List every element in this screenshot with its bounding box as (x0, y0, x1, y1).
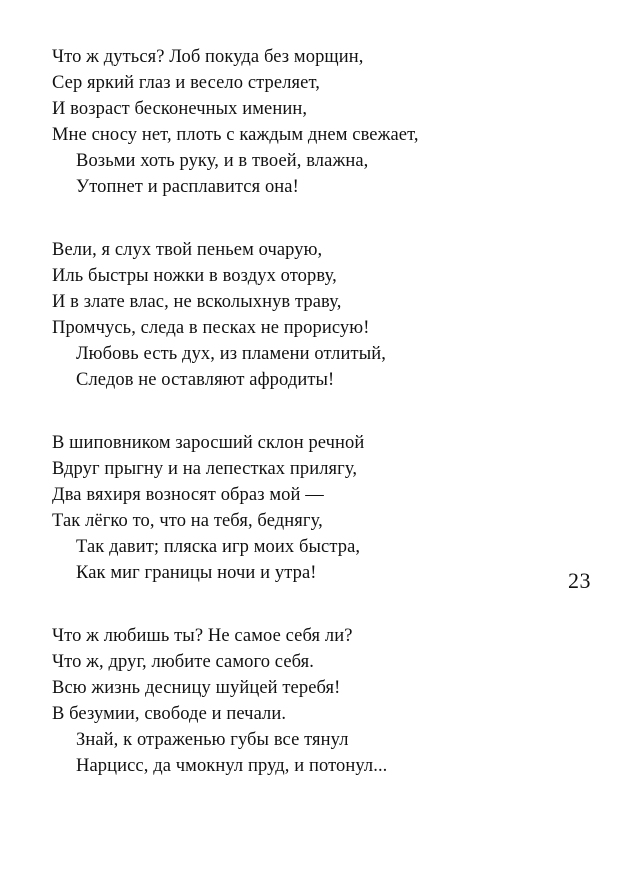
poem-line: Вдруг прыгну и на лепестках прилягу, (52, 459, 358, 479)
poem-line: Сер яркий глаз и весело стреляет, (52, 73, 320, 93)
stanza-3 (52, 430, 552, 586)
poem-line: Всю жизнь десницу шуйцей теребя! (52, 678, 341, 698)
stanza-2 (52, 237, 552, 393)
page-number: 23 (568, 568, 591, 593)
poem-line: В безумии, свободе и печали. (52, 704, 287, 724)
poem-line-indented: Утопнет и расплавится она! (76, 177, 299, 197)
poem-line-indented: Знай, к отраженью губы все тянул (76, 730, 349, 750)
poem-line: В шиповником заросший склон речной (52, 433, 365, 453)
poem-line: Так лёгко то, что на тебя, беднягу, (52, 511, 323, 531)
poem-line: Иль быстры ножки в воздух оторву, (52, 266, 337, 286)
poem-line: И возраст бесконечных именин, (52, 99, 308, 119)
poem-line-indented: Как миг границы ночи и утра! (76, 563, 317, 583)
poem-line: Два вяхиря возносят образ мой — (52, 485, 324, 505)
poem-line-indented: Нарцисс, да чмокнул пруд, и потонул... (76, 756, 388, 776)
poem-line: Что ж любишь ты? Не самое себя ли? (52, 626, 353, 646)
poem-line: Мне сносу нет, плоть с каждым днем свежает, (52, 125, 419, 145)
poem-line: И в злате влас, не всколыхнув траву, (52, 292, 342, 312)
stanza-1 (52, 44, 552, 200)
poem-line: Что ж дуться? Лоб покуда без морщин, (52, 47, 364, 67)
poem-line: Что ж, друг, любите самого себя. (52, 652, 315, 672)
stanza-4 (52, 623, 552, 779)
poem-line-indented: Следов не оставляют афродиты! (76, 370, 335, 390)
poem-line: Промчусь, следа в песках не прорисую! (52, 318, 370, 338)
poem-line-indented: Так давит; пляска игр моих быстра, (76, 537, 361, 557)
poem-line-indented: Возьми хоть руку, и в твоей, влажна, (76, 151, 369, 171)
poem-line: Вели, я слух твой пеньем очарую, (52, 240, 323, 260)
poem-line-indented: Любовь есть дух, из пламени отлитый, (76, 344, 386, 364)
